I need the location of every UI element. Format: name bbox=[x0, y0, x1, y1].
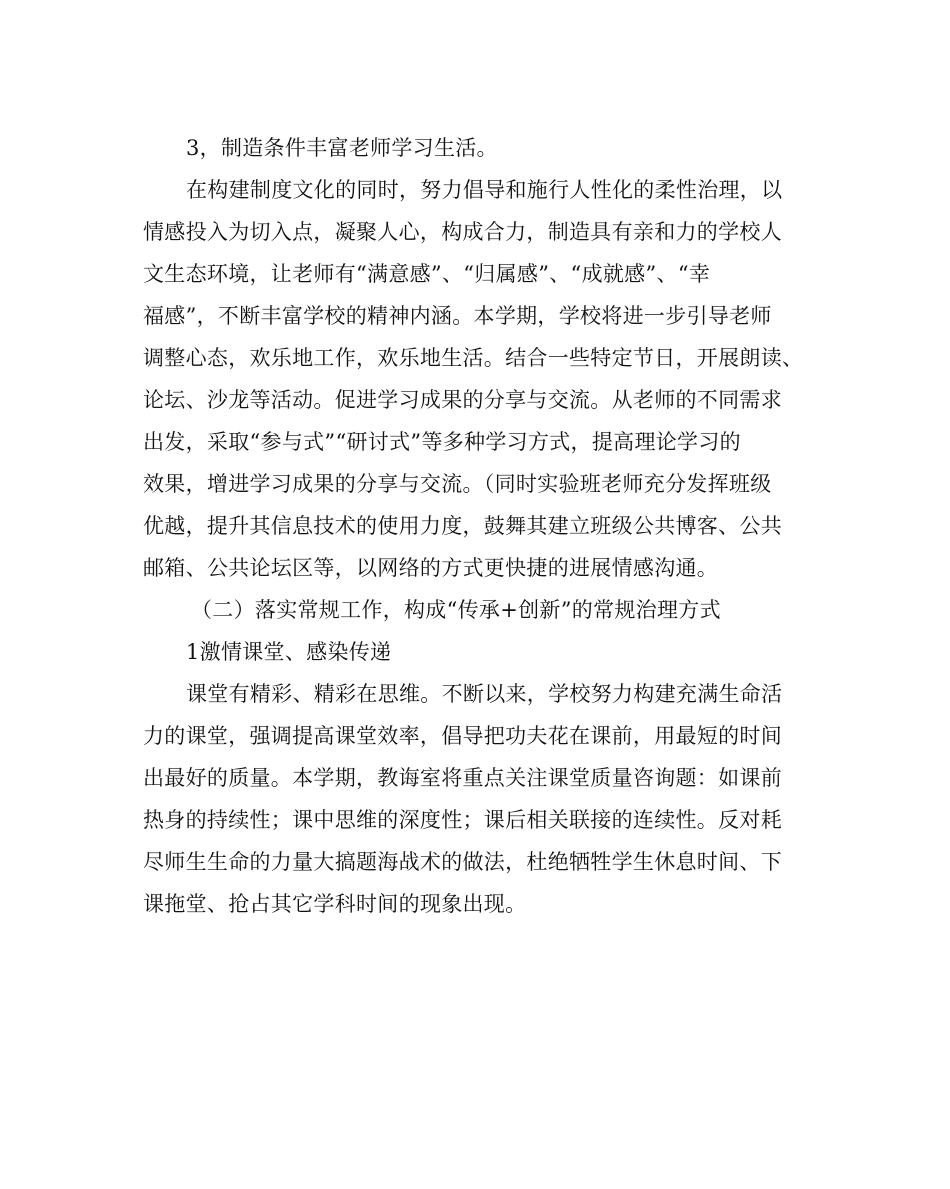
paragraph-line: 优越，提升其信息技术的使用力度，鼓舞其建立班级公共博客、公共 bbox=[143, 514, 782, 538]
paragraph-line: 课堂有精彩、精彩在思维。不断以来，学校努力构建充满生命活 bbox=[186, 682, 783, 706]
paragraph-classroom bbox=[143, 673, 808, 925]
paragraph-line: 力的课堂，强调提高课堂效率，倡导把功夫花在课前，用最短的时间 bbox=[143, 724, 782, 748]
paragraph-line: 调整心态，欢乐地工作，欢乐地生活。结合一些特定节日，开展朗读、 bbox=[143, 346, 804, 370]
paragraph-line: 论坛、沙龙等活动。促进学习成果的分享与交流。从老师的不同需求 bbox=[143, 388, 782, 412]
paragraph-line: 出发，采取“参与式”“研讨式”等多种学习方式，提高理论学习的 bbox=[143, 430, 741, 454]
paragraph-line: 福感”，不断丰富学校的精神内涵。本学期，学校将进一步引导老师 bbox=[143, 304, 772, 328]
paragraph-teacher-life bbox=[143, 169, 808, 589]
paragraph-line: 效果，增进学习成果的分享与交流。（同时实验班老师充分发挥班级 bbox=[143, 472, 772, 496]
subheading-3: 3，制造条件丰富老师学习生活。 bbox=[186, 136, 498, 160]
subheading-1: 1激情课堂、感染传递 bbox=[186, 640, 392, 664]
paragraph-line: 出最好的质量。本学期，教诲室将重点关注课堂质量咨询题：如课前 bbox=[143, 766, 782, 790]
paragraph-line: 文生态环境，让老师有“满意感”、“归属感”、“成就感”、“幸 bbox=[143, 262, 711, 286]
paragraph-line: 在构建制度文化的同时，努力倡导和施行人性化的柔性治理，以 bbox=[186, 178, 783, 202]
paragraph-line: 热身的持续性；课中思维的深度性；课后相关联接的连续性。反对耗 bbox=[143, 808, 782, 832]
paragraph-line: 课拖堂、抢占其它学科时间的现象出现。 bbox=[143, 892, 527, 916]
paragraph-line: 情感投入为切入点，凝聚人心，构成合力，制造具有亲和力的学校人 bbox=[143, 220, 782, 244]
paragraph-line: 邮箱、公共论坛区等，以网络的方式更快捷的进展情感沟通。 bbox=[143, 556, 719, 580]
section-heading-2: （二）落实常规工作，构成“传承+创新”的常规治理方式 bbox=[191, 598, 721, 622]
paragraph-line: 尽师生生命的力量大搞题海战术的做法，杜绝牺牲学生休息时间、下 bbox=[143, 850, 782, 874]
document-body bbox=[143, 127, 808, 925]
